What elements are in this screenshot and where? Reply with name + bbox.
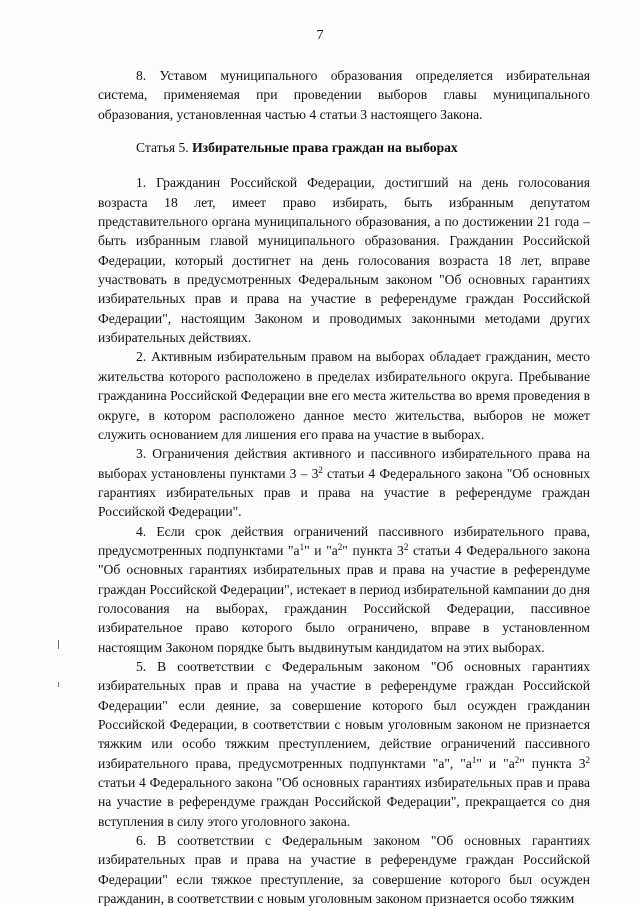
superscript: 2 [585,754,590,765]
paragraph-4 [98,522,590,657]
paragraph-3-text-a: 3. Ограничения действия активного и пассивного избирательного права на выборах установлены пунктами 3 – 3 [98,446,590,481]
paragraph-8: 8. Уставом муниципального образования определяется избирательная система, применяемая при проведении выборов главы муниципального образования, установленная частью 4 статьи 3 настоящего Закона. [98,68,590,122]
paragraph-4-text-c: " пункта 3 [342,542,404,558]
paragraph-5-text-a: 5. В соответствии с Федеральным законом "Об основных гарантиях избирательных прав и права на участие в референдуме граждан Российской Федерации" если деяние, за совершение которого был осужден гражданин Российской Федерации, в соответствии с новым уголовным законом не признается тяжким или особо тяжким преступлением, действие ограничений пассивного избирательного права, предусмотренных подпунктами "а", "а [98,658,590,771]
paragraph-1: 1. Гражданин Российской Федерации, достигший на день голосования возраста 18 лет, имеет право избирать, быть избранным депутатом представительного органа муниципального образования, а по достижении 21 года – быть избранным главой муниципального образования. Гражданин Российской Федерации, который достигнет на день голосования возраста 18 лет, вправе участвовать в предусмотренных Федеральным законом "Об основных гарантиях избирательных прав и права на участие в референдуме граждан Российской Федерации", настоящим Законом и проводимых законными методами других избирательных действиях. [98,175,590,346]
page-number: 7 [316,28,324,43]
superscript: 2 [337,541,343,552]
paragraph-4-text-b: " и "а [304,542,338,558]
paragraph-5-text-c: " пункта 3 [519,755,586,771]
paragraph-3-text-b: статьи 4 Федерального закона "Об основных гарантиях избирательных прав и права на участие в референдуме граждан Российской Федерации". [98,465,591,520]
paragraph-5 [98,657,590,831]
article-prefix: Статья 5. [136,140,189,156]
margin-mark [58,640,59,649]
article-title: Избирательные права граждан на выборах [192,140,458,156]
superscript: 2 [514,754,520,765]
paragraph-5-text-b: " и "а [476,755,515,771]
paragraph-4-text-a: 4. Если срок действия ограничений пассивного избирательного права, предусмотренных подпунктами "а [98,523,590,558]
paragraph-5-text-d: статьи 4 Федерального закона "Об основных гарантиях избирательных прав и права на участие в референдуме граждан Российской Федерации", прекращается со дня вступления в силу этого уголовного закона. [98,775,590,829]
paragraph-6: 6. В соответствии с Федеральным законом "Об основных гарантиях избирательных прав и права на участие в референдуме граждан Российской Федерации" если тяжкое преступление, за совершение которого был осужден гражданин, в соответствии с новым уголовным законом признается особо тяжким [98,833,590,907]
superscript: 1 [299,541,305,552]
paragraph-3 [98,444,590,521]
margin-mark [58,682,59,687]
document-body [98,66,590,908]
paragraph-2: 2. Активным избирательным правом на выборах обладает гражданин, место жительства которого расположено в пределах избирательного округа. Пребывание гражданина Российской Федерации вне его места жительства во время проведения в округе, в котором расположено данное место жительства, выборов не может служить основанием для лишения его права на участие в выборах. [98,349,590,442]
superscript: 2 [403,541,409,552]
superscript: 1 [471,754,477,765]
paragraph-4-text-d: статьи 4 Федерального закона "Об основных гарантиях избирательных прав и права на участие в референдуме граждан Российской Федерации", истекает в период избирательной кампании до дня голосования на выборах, гражданин Российской Федерации, пассивное избирательное право которого было ограничено, вправе в установленном настоящим Законом порядке быть выдвинутым кандидатом на этих выборах. [98,542,590,655]
superscript: 2 [318,464,323,475]
article-heading [98,138,590,157]
